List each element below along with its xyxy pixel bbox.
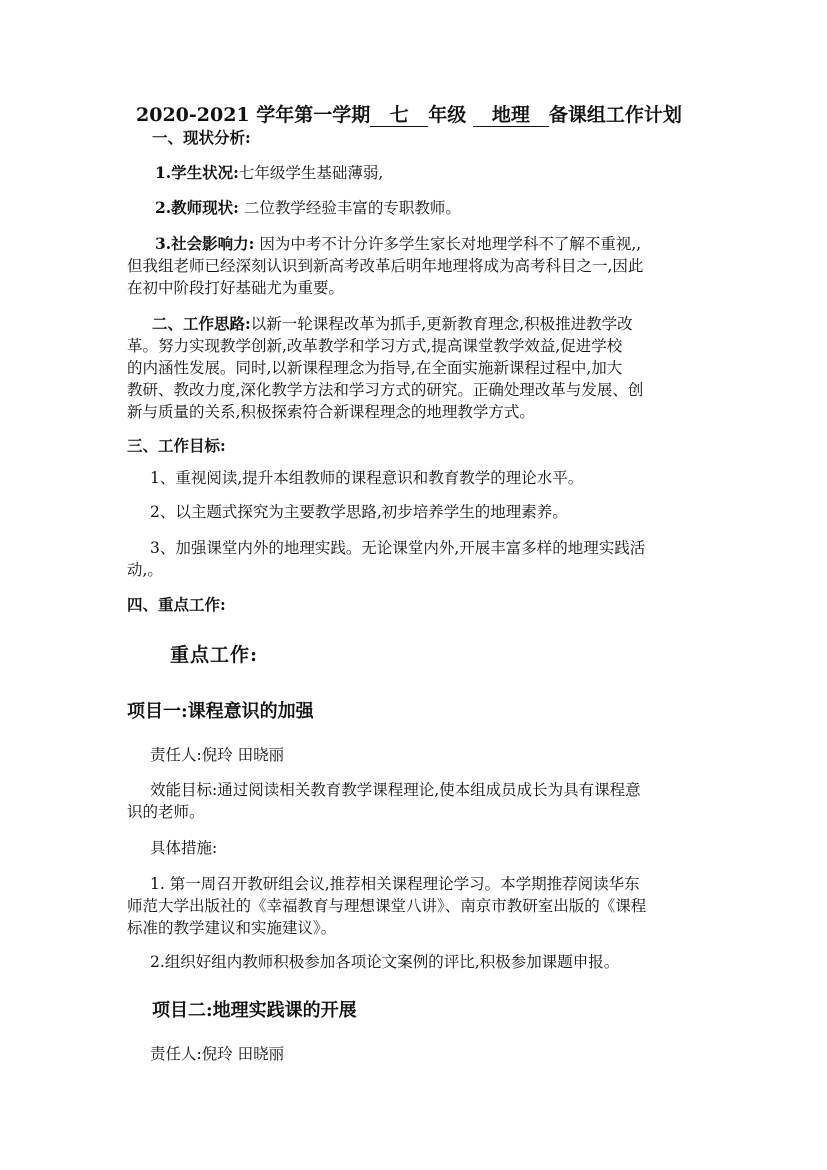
project1-goal-line2: 识的老师。 <box>127 803 205 821</box>
project1-measures-label: 具体措施: <box>150 839 218 857</box>
project1-title: 项目一:课程意识的加强 <box>127 701 314 722</box>
s2-line5: 新与质量的关系,积极探索符合新课程理念的地理教学方式。 <box>127 403 535 421</box>
page-title <box>136 100 682 127</box>
s3-goal1: 1、重视阅读,提升本组教师的课程意识和教育教学的理论水平。 <box>150 469 584 487</box>
project1-measure1-line2: 师范大学出版社的《幸福教育与理想课堂八讲》、南京市教研室出版的《课程 <box>127 897 647 915</box>
s1-item2-text: 二位教学经验丰富的专职教师。 <box>238 199 461 217</box>
title-grade-suffix: 年级 <box>428 104 467 126</box>
title-subject: 地理 <box>473 104 549 127</box>
s2-line4: 教研、教改力度,深化教学方法和学习方式的研究。正确处理改革与发展、创 <box>127 381 644 399</box>
s2-line2: 革。努力实现教学创新,改革教学和学习方式,提高课堂教学效益,促进学校 <box>127 337 623 355</box>
s2-line3: 的内涵性发展。同时,以新课程理念为指导,在全面实施新课程过程中,加大 <box>127 359 623 377</box>
s1-item2-label: 2.教师现状: <box>155 198 239 217</box>
section1-heading: 一、现状分析: <box>152 128 251 147</box>
section2-heading: 二、工作思路: <box>152 314 251 333</box>
s2-line1: 以新一轮课程改革为抓手,更新教育理念,积极推进教学改 <box>250 315 633 333</box>
title-year: 2020-2021 学年第一学期 <box>136 104 371 126</box>
s1-item3 <box>155 233 641 255</box>
s1-item3-label: 3.社会影响力: <box>155 234 255 253</box>
key-work-heading: 重点工作: <box>170 644 259 666</box>
s1-item1-text: 七年级学生基础薄弱, <box>238 164 384 182</box>
s1-item3-line3: 在初中阶段打好基础尤为重要。 <box>127 279 345 297</box>
s3-goal3-line2: 动,。 <box>127 561 163 579</box>
project2-title: 项目二:地理实践课的开展 <box>152 1000 357 1021</box>
title-grade: 七 <box>370 104 428 127</box>
project1-owner: 责任人:倪玲 田晓丽 <box>150 746 285 764</box>
s3-goal2: 2、以主题式探究为主要教学思路,初步培养学生的地理素养。 <box>150 503 568 521</box>
project1-measure1-line1: 1. 第一周召开教研组会议,推荐相关课程理论学习。本学期推荐阅读华东 <box>150 875 640 893</box>
project1-measure1-line3: 标准的教学建议和实施建议》。 <box>127 919 337 937</box>
project1-goal-line1: 效能目标:通过阅读相关教育教学课程理论,使本组成员成长为具有课程意 <box>150 781 641 799</box>
s2-line1-wrap <box>152 313 633 335</box>
s1-item3-line1: 因为中考不计分许多学生家长对地理学科不了解不重视,, <box>254 235 642 253</box>
project1-measure2: 2.组织好组内教师积极参加各项论文案例的评比,积极参加课题申报。 <box>150 953 620 971</box>
s1-item2 <box>155 197 461 219</box>
s3-goal3-line1: 3、加强课堂内外的地理实践。无论课堂内外,开展丰富多样的地理实践活 <box>150 539 646 557</box>
section3-heading: 三、工作目标: <box>127 436 226 455</box>
section4-heading: 四、重点工作: <box>127 595 226 614</box>
s1-item3-line2: 但我组老师已经深刻认识到新高考改革后明年地理将成为高考科目之一,因此 <box>127 257 644 275</box>
project2-owner: 责任人:倪玲 田晓丽 <box>150 1045 285 1063</box>
title-suffix: 备课组工作计划 <box>548 104 682 126</box>
s1-item1 <box>155 162 383 184</box>
s1-item1-label: 1.学生状况: <box>155 163 239 182</box>
